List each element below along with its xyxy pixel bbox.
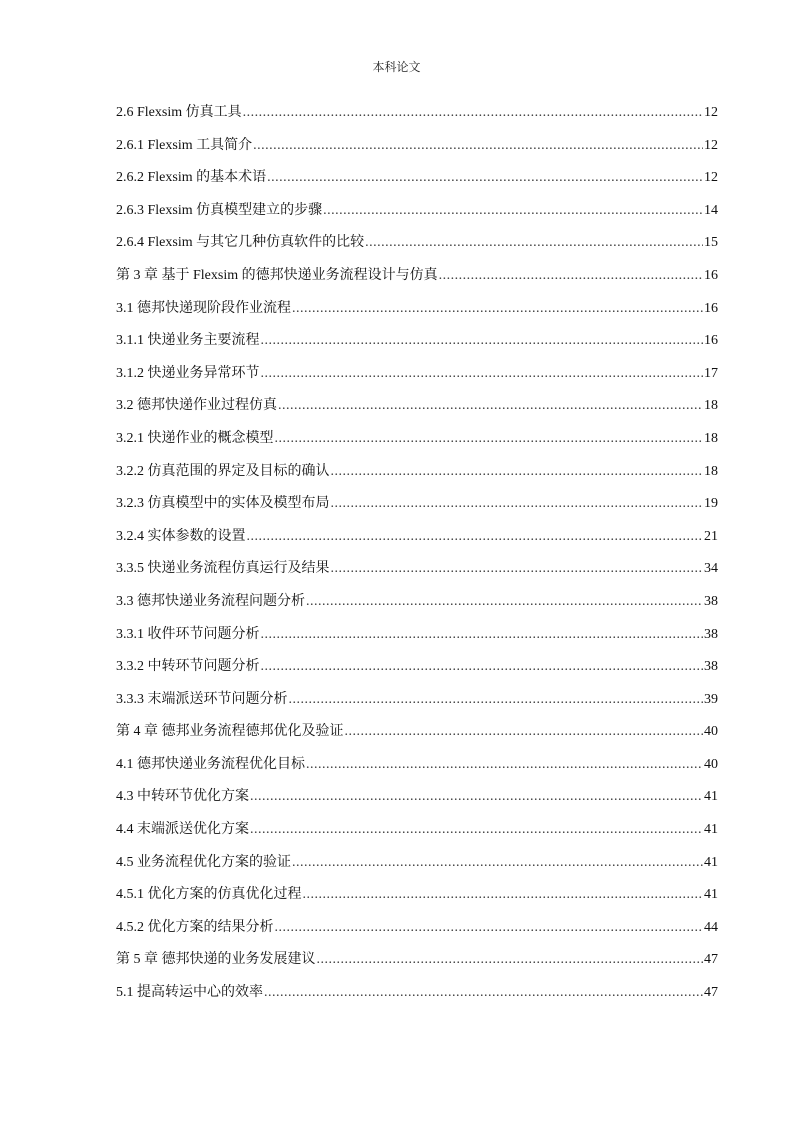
toc-entry-title: 第 4 章 德邦业务流程德邦优化及验证 <box>116 724 344 740</box>
toc-entry-title: 4.5.2 优化方案的结果分析 <box>116 919 274 935</box>
toc-entry <box>116 781 718 814</box>
toc-dot-leader <box>439 260 703 293</box>
toc-entry <box>116 847 718 880</box>
toc-entry-title: 3.3 德邦快递业务流程问题分析 <box>116 593 305 609</box>
toc-dot-leader <box>303 879 704 912</box>
toc-entry-page: 38 <box>704 659 718 675</box>
toc-entry-page: 17 <box>704 365 718 381</box>
toc-dot-leader <box>253 130 703 163</box>
toc-dot-leader <box>267 162 703 195</box>
toc-dot-leader <box>331 553 704 586</box>
toc-entry-title: 3.2.4 实体参数的设置 <box>116 528 246 544</box>
toc-entry-page: 18 <box>704 463 718 479</box>
toc-entry-page: 12 <box>704 105 718 120</box>
toc-entry <box>116 553 718 586</box>
toc-entry <box>116 293 718 326</box>
toc-dot-leader <box>323 195 703 228</box>
toc-entry <box>116 749 718 782</box>
toc-dot-leader <box>261 325 704 358</box>
toc-dot-leader <box>365 227 703 260</box>
toc-entry <box>116 521 718 554</box>
toc-dot-leader <box>261 358 704 391</box>
toc-entry-title: 3.2.2 仿真范围的界定及目标的确认 <box>116 463 330 479</box>
toc-entry-page: 40 <box>704 724 718 740</box>
toc-entry-title: 3.3.3 末端派送环节问题分析 <box>116 691 288 707</box>
toc-entry-page: 18 <box>704 398 718 414</box>
toc-entry-page: 18 <box>704 430 718 446</box>
toc-entry-page: 47 <box>704 985 718 1001</box>
toc-entry-title: 3.3.1 收件环节问题分析 <box>116 626 260 642</box>
toc-entry-page: 16 <box>704 267 718 283</box>
toc-dot-leader <box>278 390 703 423</box>
toc-entry-page: 39 <box>704 691 718 707</box>
toc-entry-title: 2.6.4 Flexsim 与其它几种仿真软件的比较 <box>116 235 365 251</box>
toc-dot-leader <box>306 749 703 782</box>
toc-entry <box>116 260 718 293</box>
toc-entry-title: 2.6.2 Flexsim 的基本术语 <box>116 170 267 186</box>
table-of-contents <box>116 97 718 1010</box>
toc-entry <box>116 684 718 717</box>
toc-entry <box>116 162 718 195</box>
toc-entry-page: 41 <box>704 854 718 870</box>
toc-entry-title: 3.3.2 中转环节问题分析 <box>116 659 260 675</box>
toc-entry-page: 14 <box>704 202 718 218</box>
toc-entry <box>116 586 718 619</box>
toc-dot-leader <box>250 814 703 847</box>
toc-dot-leader <box>247 521 704 554</box>
toc-entry-title: 4.4 末端派送优化方案 <box>116 822 249 838</box>
toc-entry-title: 第 5 章 德邦快递的业务发展建议 <box>116 952 316 968</box>
toc-entry-title: 3.2.3 仿真模型中的实体及模型布局 <box>116 496 330 512</box>
toc-entry <box>116 456 718 489</box>
toc-entry <box>116 227 718 260</box>
toc-dot-leader <box>275 423 704 456</box>
toc-entry-page: 40 <box>704 756 718 772</box>
toc-entry <box>116 390 718 423</box>
toc-entry-title: 2.6.3 Flexsim 仿真模型建立的步骤 <box>116 202 323 218</box>
toc-dot-leader <box>264 977 703 1010</box>
toc-dot-leader <box>261 619 704 652</box>
toc-entry-page: 19 <box>704 496 718 512</box>
toc-entry-page: 41 <box>704 887 718 903</box>
toc-entry-page: 21 <box>704 528 718 544</box>
toc-entry <box>116 325 718 358</box>
toc-entry-title: 第 3 章 基于 Flexsim 的德邦快递业务流程设计与仿真 <box>116 267 438 283</box>
toc-entry-title: 3.3.5 快递业务流程仿真运行及结果 <box>116 561 330 577</box>
toc-entry-title: 4.1 德邦快递业务流程优化目标 <box>116 756 305 772</box>
toc-dot-leader <box>331 488 704 521</box>
toc-entry <box>116 977 718 1010</box>
toc-entry-page: 47 <box>704 952 718 968</box>
toc-entry <box>116 912 718 945</box>
toc-dot-leader <box>250 781 703 814</box>
toc-entry-page: 12 <box>704 137 718 153</box>
toc-dot-leader <box>306 586 703 619</box>
toc-entry <box>116 97 718 130</box>
toc-entry-title: 3.1.2 快递业务异常环节 <box>116 365 260 381</box>
toc-entry-title: 5.1 提高转运中心的效率 <box>116 985 263 1001</box>
toc-entry <box>116 716 718 749</box>
toc-entry <box>116 651 718 684</box>
toc-entry-title: 3.1 德邦快递现阶段作业流程 <box>116 300 291 316</box>
toc-entry-page: 41 <box>704 789 718 805</box>
toc-entry-title: 3.1.1 快递业务主要流程 <box>116 333 260 349</box>
toc-dot-leader <box>345 716 704 749</box>
toc-entry <box>116 814 718 847</box>
toc-entry-page: 41 <box>704 822 718 838</box>
toc-entry-page: 16 <box>704 300 718 316</box>
toc-entry-page: 44 <box>704 919 718 935</box>
toc-dot-leader <box>317 944 704 977</box>
toc-entry <box>116 879 718 912</box>
toc-entry-page: 12 <box>704 170 718 186</box>
toc-dot-leader <box>275 912 704 945</box>
toc-entry-page: 38 <box>704 626 718 642</box>
toc-dot-leader <box>243 97 703 130</box>
toc-entry <box>116 423 718 456</box>
page-header: 本科论文 <box>372 60 421 74</box>
toc-entry-title: 2.6.1 Flexsim 工具简介 <box>116 137 253 153</box>
toc-entry-page: 16 <box>704 333 718 349</box>
toc-entry-title: 4.5.1 优化方案的仿真优化过程 <box>116 887 302 903</box>
toc-entry <box>116 130 718 163</box>
toc-dot-leader <box>292 293 703 326</box>
toc-entry-title: 3.2.1 快递作业的概念模型 <box>116 430 274 446</box>
toc-entry <box>116 195 718 228</box>
toc-dot-leader <box>261 651 704 684</box>
toc-dot-leader <box>292 847 703 880</box>
toc-entry-page: 34 <box>704 561 718 577</box>
toc-entry-title: 2.6 Flexsim 仿真工具 <box>116 105 242 120</box>
toc-entry-page: 15 <box>704 235 718 251</box>
toc-entry <box>116 488 718 521</box>
toc-entry-title: 4.3 中转环节优化方案 <box>116 789 249 805</box>
toc-entry-title: 4.5 业务流程优化方案的验证 <box>116 854 291 870</box>
toc-entry <box>116 944 718 977</box>
toc-entry-title: 3.2 德邦快递作业过程仿真 <box>116 398 277 414</box>
toc-dot-leader <box>331 456 704 489</box>
toc-entry-page: 38 <box>704 593 718 609</box>
toc-dot-leader <box>289 684 704 717</box>
toc-entry <box>116 619 718 652</box>
toc-entry <box>116 358 718 391</box>
